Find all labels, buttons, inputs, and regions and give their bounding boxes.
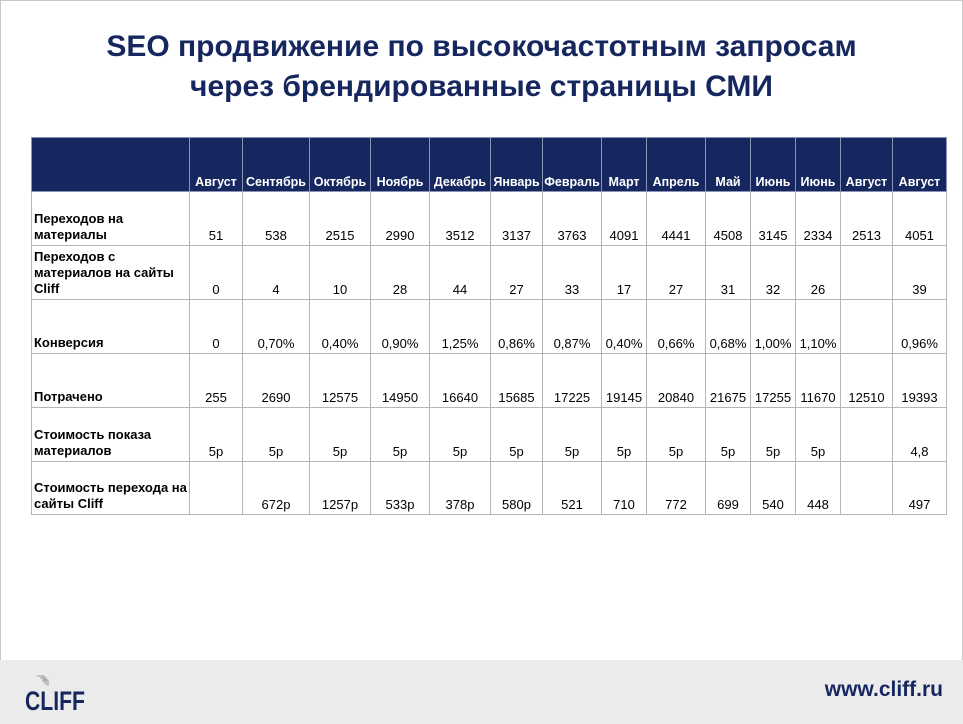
table-cell: 5р (602, 408, 647, 462)
table-row-click-cost (32, 462, 947, 515)
table-cell: 32 (751, 246, 796, 300)
table-cell: 699 (706, 462, 751, 515)
table-cell: 710 (602, 462, 647, 515)
seo-stats-table (31, 137, 947, 515)
table-header-row (32, 138, 947, 192)
month-header: Август (190, 138, 243, 192)
table-row-impression-cost (32, 408, 947, 462)
table-cell: 14950 (371, 354, 430, 408)
table-cell: 772 (647, 462, 706, 515)
table-cell: 15685 (491, 354, 543, 408)
table-cell: 4441 (647, 192, 706, 246)
table-cell: 580р (491, 462, 543, 515)
table-cell: 2990 (371, 192, 430, 246)
month-header: Май (706, 138, 751, 192)
table-cell: 26 (796, 246, 841, 300)
slide-title-line-1: SEO продвижение по высокочастотным запросам (106, 30, 857, 63)
table-cell (841, 246, 893, 300)
table-cell: 3137 (491, 192, 543, 246)
month-header: Март (602, 138, 647, 192)
table-cell (190, 462, 243, 515)
table-cell: 51 (190, 192, 243, 246)
table-cell: 0,40% (310, 300, 371, 354)
table-cell: 28 (371, 246, 430, 300)
month-header: Декабрь (430, 138, 491, 192)
table-cell: 0,40% (602, 300, 647, 354)
table-cell: 5р (796, 408, 841, 462)
table-cell: 17225 (543, 354, 602, 408)
table-cell: 672р (243, 462, 310, 515)
month-header: Апрель (647, 138, 706, 192)
table-cell: 5р (706, 408, 751, 462)
table-cell: 12575 (310, 354, 371, 408)
table-cell: 538 (243, 192, 310, 246)
table-cell: 5р (543, 408, 602, 462)
table-cell: 4508 (706, 192, 751, 246)
table-cell: 27 (647, 246, 706, 300)
table-cell: 3512 (430, 192, 491, 246)
table-cell: 5р (751, 408, 796, 462)
table-cell: 16640 (430, 354, 491, 408)
month-header: Июнь (751, 138, 796, 192)
table-cell: 0,68% (706, 300, 751, 354)
table-cell: 33 (543, 246, 602, 300)
table-cell: 12510 (841, 354, 893, 408)
table-cell (841, 300, 893, 354)
row-label: Стоимость показа материалов (32, 408, 190, 462)
slide-title-line-2: через брендированные страницы СМИ (190, 70, 773, 103)
table-cell: 39 (893, 246, 947, 300)
table-cell: 448 (796, 462, 841, 515)
table-cell: 2690 (243, 354, 310, 408)
footer-band (0, 660, 963, 724)
table-row-visits (32, 192, 947, 246)
header-label-cell (32, 138, 190, 192)
table-cell: 0,96% (893, 300, 947, 354)
table-cell: 19393 (893, 354, 947, 408)
table-cell: 1,00% (751, 300, 796, 354)
table-cell: 378р (430, 462, 491, 515)
table-cell: 3763 (543, 192, 602, 246)
table-cell: 2515 (310, 192, 371, 246)
row-label: Переходов с материалов на сайты Cliff (32, 246, 190, 300)
table-row-spent (32, 354, 947, 408)
table-cell: 0,90% (371, 300, 430, 354)
table-cell: 19145 (602, 354, 647, 408)
table-cell: 1257р (310, 462, 371, 515)
table-cell: 17255 (751, 354, 796, 408)
table-cell: 497 (893, 462, 947, 515)
table-cell: 5р (310, 408, 371, 462)
row-label: Переходов на материалы (32, 192, 190, 246)
table-cell: 255 (190, 354, 243, 408)
website-url[interactable]: www.cliff.ru (824, 678, 943, 701)
table-cell: 0 (190, 300, 243, 354)
row-label: Конверсия (32, 300, 190, 354)
table-row-conversion (32, 300, 947, 354)
month-header: Ноябрь (371, 138, 430, 192)
table-cell: 533р (371, 462, 430, 515)
table-cell: 2513 (841, 192, 893, 246)
table-cell: 0,87% (543, 300, 602, 354)
table-cell: 4091 (602, 192, 647, 246)
month-header: Январь (491, 138, 543, 192)
table-cell: 0,66% (647, 300, 706, 354)
table-cell: 521 (543, 462, 602, 515)
row-label: Потрачено (32, 354, 190, 408)
month-header: Октябрь (310, 138, 371, 192)
table-cell: 5р (647, 408, 706, 462)
table-cell: 20840 (647, 354, 706, 408)
table-cell: 2334 (796, 192, 841, 246)
month-header: Август (893, 138, 947, 192)
logo-text: CLIFF (25, 686, 85, 714)
month-header: Август (841, 138, 893, 192)
table-cell: 44 (430, 246, 491, 300)
table-cell: 1,10% (796, 300, 841, 354)
cliff-logo (24, 674, 94, 714)
table-cell: 10 (310, 246, 371, 300)
table-cell: 5р (243, 408, 310, 462)
table-cell: 5р (430, 408, 491, 462)
table-cell: 31 (706, 246, 751, 300)
table-cell: 4051 (893, 192, 947, 246)
table-cell: 3145 (751, 192, 796, 246)
table-cell: 21675 (706, 354, 751, 408)
table-row-clickthroughs (32, 246, 947, 300)
row-label: Стоимость перехода на сайты Cliff (32, 462, 190, 515)
table-cell: 27 (491, 246, 543, 300)
slide-title (0, 27, 963, 107)
table-cell: 5р (371, 408, 430, 462)
table-cell (841, 462, 893, 515)
table-cell: 4,8 (893, 408, 947, 462)
table-cell: 4 (243, 246, 310, 300)
table-cell: 5р (491, 408, 543, 462)
table-cell: 1,25% (430, 300, 491, 354)
table-cell: 540 (751, 462, 796, 515)
table-cell: 11670 (796, 354, 841, 408)
table-cell: 17 (602, 246, 647, 300)
table-cell: 0 (190, 246, 243, 300)
month-header: Сентябрь (243, 138, 310, 192)
table-cell: 0,86% (491, 300, 543, 354)
table-cell: 5р (190, 408, 243, 462)
table-cell: 0,70% (243, 300, 310, 354)
month-header: Июнь (796, 138, 841, 192)
table-cell (841, 408, 893, 462)
month-header: Февраль (543, 138, 602, 192)
